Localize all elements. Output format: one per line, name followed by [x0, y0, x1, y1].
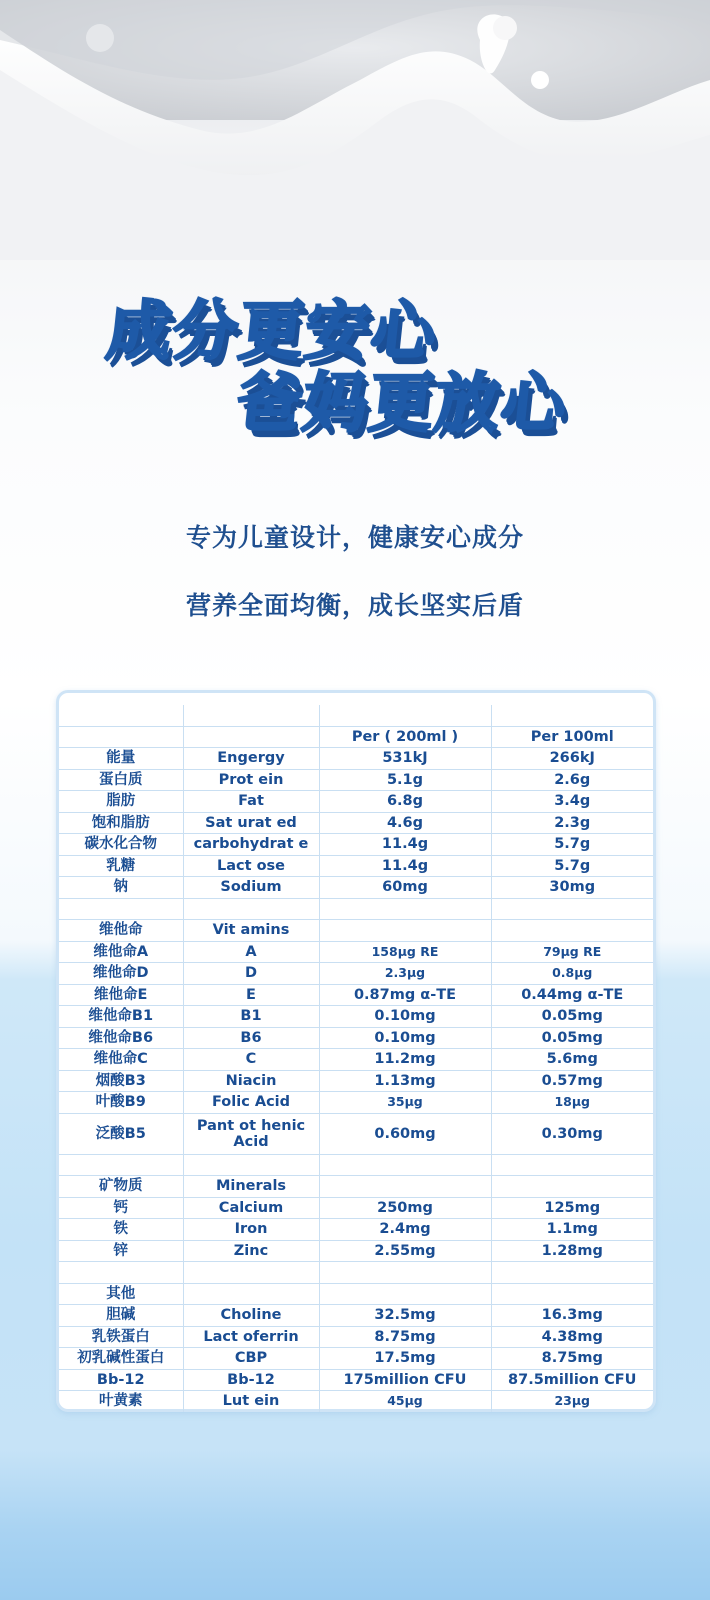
value-per-200ml: 11.2mg — [319, 1049, 491, 1071]
nutrient-name-en: E — [183, 984, 319, 1006]
value-per-200ml: 8.75mg — [319, 1326, 491, 1348]
value-per-200ml — [319, 1283, 491, 1305]
nutrient-name-en: Lact oferrin — [183, 1326, 319, 1348]
nutrient-name-cn: 烟酸B3 — [59, 1070, 183, 1092]
nutrient-name-cn: 维他命E — [59, 984, 183, 1006]
value-per-100ml: 0.57mg — [491, 1070, 653, 1092]
table-cell — [59, 705, 183, 726]
value-per-100ml — [491, 898, 653, 920]
value-per-200ml: 0.10mg — [319, 1006, 491, 1028]
table-row — [59, 791, 653, 813]
value-per-100ml: 2.3g — [491, 812, 653, 834]
table-row — [59, 1391, 653, 1412]
value-per-100ml: 1.28mg — [491, 1240, 653, 1262]
value-per-100ml: 0.30mg — [491, 1113, 653, 1154]
value-per-100ml — [491, 1154, 653, 1176]
nutrient-name-en — [183, 898, 319, 920]
value-per-200ml — [319, 1154, 491, 1176]
table-row — [59, 1154, 653, 1176]
table-row — [59, 1369, 653, 1391]
value-per-100ml: 0.44mg α-TE — [491, 984, 653, 1006]
value-per-100ml: 1.1mg — [491, 1219, 653, 1241]
table-row — [59, 1113, 653, 1154]
table-row — [59, 769, 653, 791]
value-per-200ml: 5.1g — [319, 769, 491, 791]
value-per-200ml: 4.6g — [319, 812, 491, 834]
table-row — [59, 920, 653, 942]
value-per-200ml — [319, 920, 491, 942]
nutrient-name-en: Pant ot henic Acid — [183, 1113, 319, 1154]
value-per-100ml: 8.75mg — [491, 1348, 653, 1370]
nutrient-name-en: Engergy — [183, 748, 319, 770]
nutrient-name-cn: 乳铁蛋白 — [59, 1326, 183, 1348]
nutrient-name-en — [183, 1283, 319, 1305]
table-row — [59, 963, 653, 985]
value-per-100ml: 5.6mg — [491, 1049, 653, 1071]
milk-splash-graphic — [0, 0, 710, 260]
nutrient-name-cn: 泛酸B5 — [59, 1113, 183, 1154]
table-row — [59, 1070, 653, 1092]
table-cell — [491, 705, 653, 726]
nutrient-name-cn: 碳水化合物 — [59, 834, 183, 856]
nutrient-name-cn: 矿物质 — [59, 1176, 183, 1198]
table-row — [59, 1348, 653, 1370]
value-per-100ml: 18μg — [491, 1092, 653, 1114]
value-per-200ml: 2.4mg — [319, 1219, 491, 1241]
table-row — [59, 984, 653, 1006]
value-per-200ml: 11.4g — [319, 834, 491, 856]
value-per-200ml: 0.60mg — [319, 1113, 491, 1154]
nutrient-name-en: Choline — [183, 1305, 319, 1327]
value-per-200ml — [319, 1176, 491, 1198]
nutrient-name-en — [183, 1154, 319, 1176]
value-per-200ml: 158μg RE — [319, 941, 491, 963]
table-cell — [319, 705, 491, 726]
value-per-100ml: 23μg — [491, 1391, 653, 1412]
value-per-200ml: 11.4g — [319, 855, 491, 877]
subtitle-line-2: 营养全面均衡，成长坚实后盾 — [185, 591, 524, 620]
table-row — [59, 834, 653, 856]
value-per-100ml: 0.05mg — [491, 1006, 653, 1028]
value-per-200ml: 250mg — [319, 1197, 491, 1219]
value-per-200ml: 2.3μg — [319, 963, 491, 985]
nutrient-name-en: Niacin — [183, 1070, 319, 1092]
value-per-200ml: 17.5mg — [319, 1348, 491, 1370]
nutrient-name-cn: 脂肪 — [59, 791, 183, 813]
nutrient-name-cn: 维他命C — [59, 1049, 183, 1071]
nutrient-name-cn: 铁 — [59, 1219, 183, 1241]
headline-line-1: 成分更安心 — [103, 295, 442, 369]
nutrient-name-cn: 维他命B1 — [59, 1006, 183, 1028]
nutrient-name-en: B6 — [183, 1027, 319, 1049]
table-row — [59, 1197, 653, 1219]
nutrient-name-cn: 乳糖 — [59, 855, 183, 877]
value-per-100ml — [491, 1262, 653, 1284]
nutrient-name-cn: Bb-12 — [59, 1369, 183, 1391]
value-per-100ml: 5.7g — [491, 834, 653, 856]
nutrient-name-en: Lact ose — [183, 855, 319, 877]
value-per-100ml: 4.38mg — [491, 1326, 653, 1348]
nutrient-name-cn: 维他命 — [59, 920, 183, 942]
value-per-200ml: 32.5mg — [319, 1305, 491, 1327]
nutrient-name-en: Sat urat ed — [183, 812, 319, 834]
value-per-100ml: 2.6g — [491, 769, 653, 791]
table-row — [59, 1049, 653, 1071]
value-per-100ml: 266kJ — [491, 748, 653, 770]
nutrient-name-cn: 锌 — [59, 1240, 183, 1262]
value-per-100ml: 16.3mg — [491, 1305, 653, 1327]
nutrient-name-en: Vit amins — [183, 920, 319, 942]
table-row — [59, 941, 653, 963]
value-per-200ml — [319, 1262, 491, 1284]
value-per-100ml: 5.7g — [491, 855, 653, 877]
nutrient-name-en: Prot ein — [183, 769, 319, 791]
value-per-200ml: 0.10mg — [319, 1027, 491, 1049]
value-per-100ml: 3.4g — [491, 791, 653, 813]
nutrient-name-cn: 蛋白质 — [59, 769, 183, 791]
nutrient-name-en: C — [183, 1049, 319, 1071]
table-row — [59, 1092, 653, 1114]
value-per-100ml: 0.8μg — [491, 963, 653, 985]
value-per-200ml: 531kJ — [319, 748, 491, 770]
table-row — [59, 1262, 653, 1284]
nutrient-name-en: CBP — [183, 1348, 319, 1370]
nutrient-name-cn: 能量 — [59, 748, 183, 770]
nutrient-name-cn: 饱和脂肪 — [59, 812, 183, 834]
value-per-200ml — [319, 898, 491, 920]
table-row — [59, 812, 653, 834]
value-per-200ml: 2.55mg — [319, 1240, 491, 1262]
nutrition-table — [59, 705, 653, 1412]
nutrient-name-en: A — [183, 941, 319, 963]
value-per-100ml — [491, 1176, 653, 1198]
nutrient-name-en: Calcium — [183, 1197, 319, 1219]
nutrient-name-cn: 胆碱 — [59, 1305, 183, 1327]
nutrient-name-en: Lut ein — [183, 1391, 319, 1412]
nutrient-name-cn — [59, 1262, 183, 1284]
nutrient-name-en: Zinc — [183, 1240, 319, 1262]
nutrient-name-en: D — [183, 963, 319, 985]
header-cell — [183, 726, 319, 748]
value-per-100ml — [491, 1283, 653, 1305]
table-cell — [183, 705, 319, 726]
table-row — [59, 1006, 653, 1028]
nutrient-name-en: B1 — [183, 1006, 319, 1028]
nutrient-name-cn: 其他 — [59, 1283, 183, 1305]
value-per-200ml: 6.8g — [319, 791, 491, 813]
nutrient-name-cn: 维他命B6 — [59, 1027, 183, 1049]
nutrient-name-en: Folic Acid — [183, 1092, 319, 1114]
nutrient-name-cn: 初乳碱性蛋白 — [59, 1348, 183, 1370]
nutrient-name-cn: 叶黄素 — [59, 1391, 183, 1412]
table-row — [59, 1326, 653, 1348]
table-row — [59, 1283, 653, 1305]
value-per-200ml: 45μg — [319, 1391, 491, 1412]
nutrient-name-en: Sodium — [183, 877, 319, 899]
value-per-100ml: 79μg RE — [491, 941, 653, 963]
value-per-100ml: 30mg — [491, 877, 653, 899]
table-row — [59, 748, 653, 770]
nutrient-name-cn: 叶酸B9 — [59, 1092, 183, 1114]
value-per-200ml: 175million CFU — [319, 1369, 491, 1391]
nutrient-name-cn — [59, 898, 183, 920]
table-row — [59, 898, 653, 920]
value-per-200ml: 35μg — [319, 1092, 491, 1114]
table-row — [59, 1176, 653, 1198]
nutrient-name-cn: 维他命A — [59, 941, 183, 963]
table-row — [59, 877, 653, 899]
header-cell: Per 100ml — [491, 726, 653, 748]
nutrient-name-en: Fat — [183, 791, 319, 813]
value-per-200ml: 1.13mg — [319, 1070, 491, 1092]
nutrient-name-cn: 钠 — [59, 877, 183, 899]
nutrient-name-en: carbohydrat e — [183, 834, 319, 856]
nutrient-name-en: Iron — [183, 1219, 319, 1241]
value-per-200ml: 60mg — [319, 877, 491, 899]
nutrient-name-cn: 钙 — [59, 1197, 183, 1219]
nutrient-name-en: Minerals — [183, 1176, 319, 1198]
table-row — [59, 1240, 653, 1262]
headline-line-2: 爸妈更放心 — [233, 367, 572, 441]
nutrient-name-cn — [59, 1154, 183, 1176]
value-per-100ml: 87.5million CFU — [491, 1369, 653, 1391]
nutrition-card — [56, 690, 656, 1412]
header-cell: Per ( 200ml ) — [319, 726, 491, 748]
table-header-row — [59, 726, 653, 748]
table-row — [59, 1027, 653, 1049]
value-per-200ml: 0.87mg α-TE — [319, 984, 491, 1006]
table-row — [59, 855, 653, 877]
nutrient-name-en — [183, 1262, 319, 1284]
table-row — [59, 1305, 653, 1327]
subtitle-line-1: 专为儿童设计，健康安心成分 — [185, 523, 524, 552]
nutrient-name-en: Bb-12 — [183, 1369, 319, 1391]
nutrient-name-cn: 维他命D — [59, 963, 183, 985]
value-per-100ml: 0.05mg — [491, 1027, 653, 1049]
value-per-100ml — [491, 920, 653, 942]
table-row — [59, 705, 653, 726]
header-cell — [59, 726, 183, 748]
table-row — [59, 1219, 653, 1241]
value-per-100ml: 125mg — [491, 1197, 653, 1219]
